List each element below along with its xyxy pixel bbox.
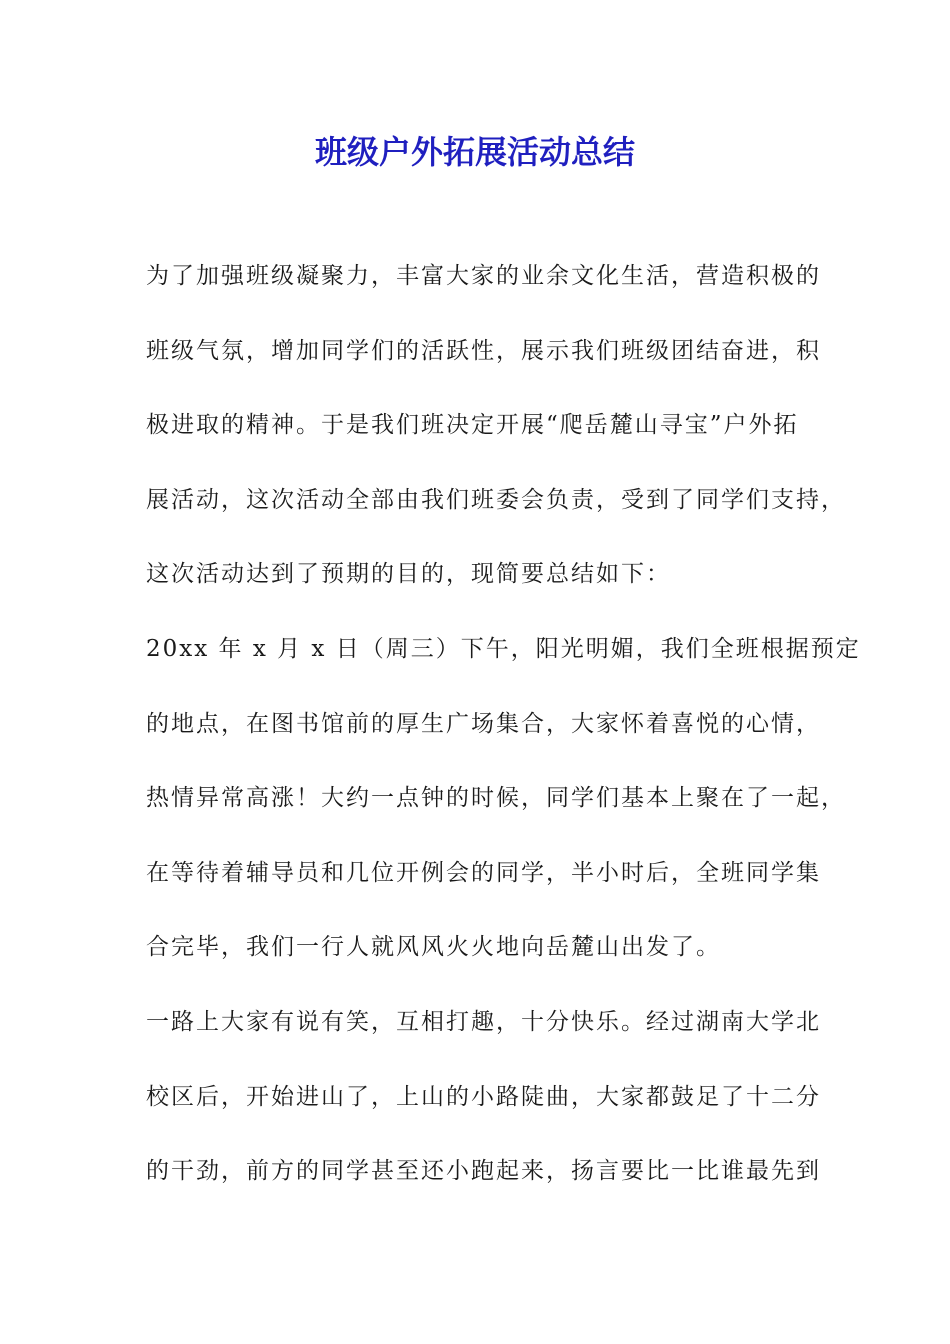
body-line: 的地点，在图书馆前的厚生广场集合，大家怀着喜悦的心情， bbox=[146, 710, 821, 737]
document-body bbox=[146, 258, 861, 1228]
body-line: 班级气氛，增加同学们的活跃性，展示我们班级团结奋进，积 bbox=[146, 337, 821, 364]
body-line: 展活动，这次活动全部由我们班委会负责，受到了同学们支持， bbox=[146, 486, 846, 513]
document-title: 班级户外拓展活动总结 bbox=[314, 133, 635, 171]
body-line: 在等待着辅导员和几位开例会的同学，半小时后，全班同学集 bbox=[146, 859, 821, 886]
body-line: 的干劲，前方的同学甚至还小跑起来，扬言要比一比谁最先到 bbox=[146, 1158, 821, 1185]
body-line: 为了加强班级凝聚力，丰富大家的业余文化生活，营造积极的 bbox=[146, 263, 821, 289]
body-line: 20xx 年 x 月 x 日（周三）下午，阳光明媚，我们全班根据预定 bbox=[146, 635, 861, 662]
body-line: 这次活动达到了预期的目的，现简要总结如下： bbox=[146, 561, 671, 588]
body-line: 校区后，开始进山了，上山的小路陡曲，大家都鼓足了十二分 bbox=[146, 1083, 821, 1110]
body-line: 一路上大家有说有笑，互相打趣，十分快乐。经过湖南大学北 bbox=[146, 1008, 821, 1035]
body-line: 极进取的精神。于是我们班决定开展“爬岳麓山寻宝”户外拓 bbox=[146, 412, 799, 439]
body-line: 热情异常高涨！大约一点钟的时候，同学们基本上聚在了一起， bbox=[146, 785, 846, 812]
body-line: 合完毕，我们一行人就风风火火地向岳麓山出发了。 bbox=[146, 934, 721, 961]
